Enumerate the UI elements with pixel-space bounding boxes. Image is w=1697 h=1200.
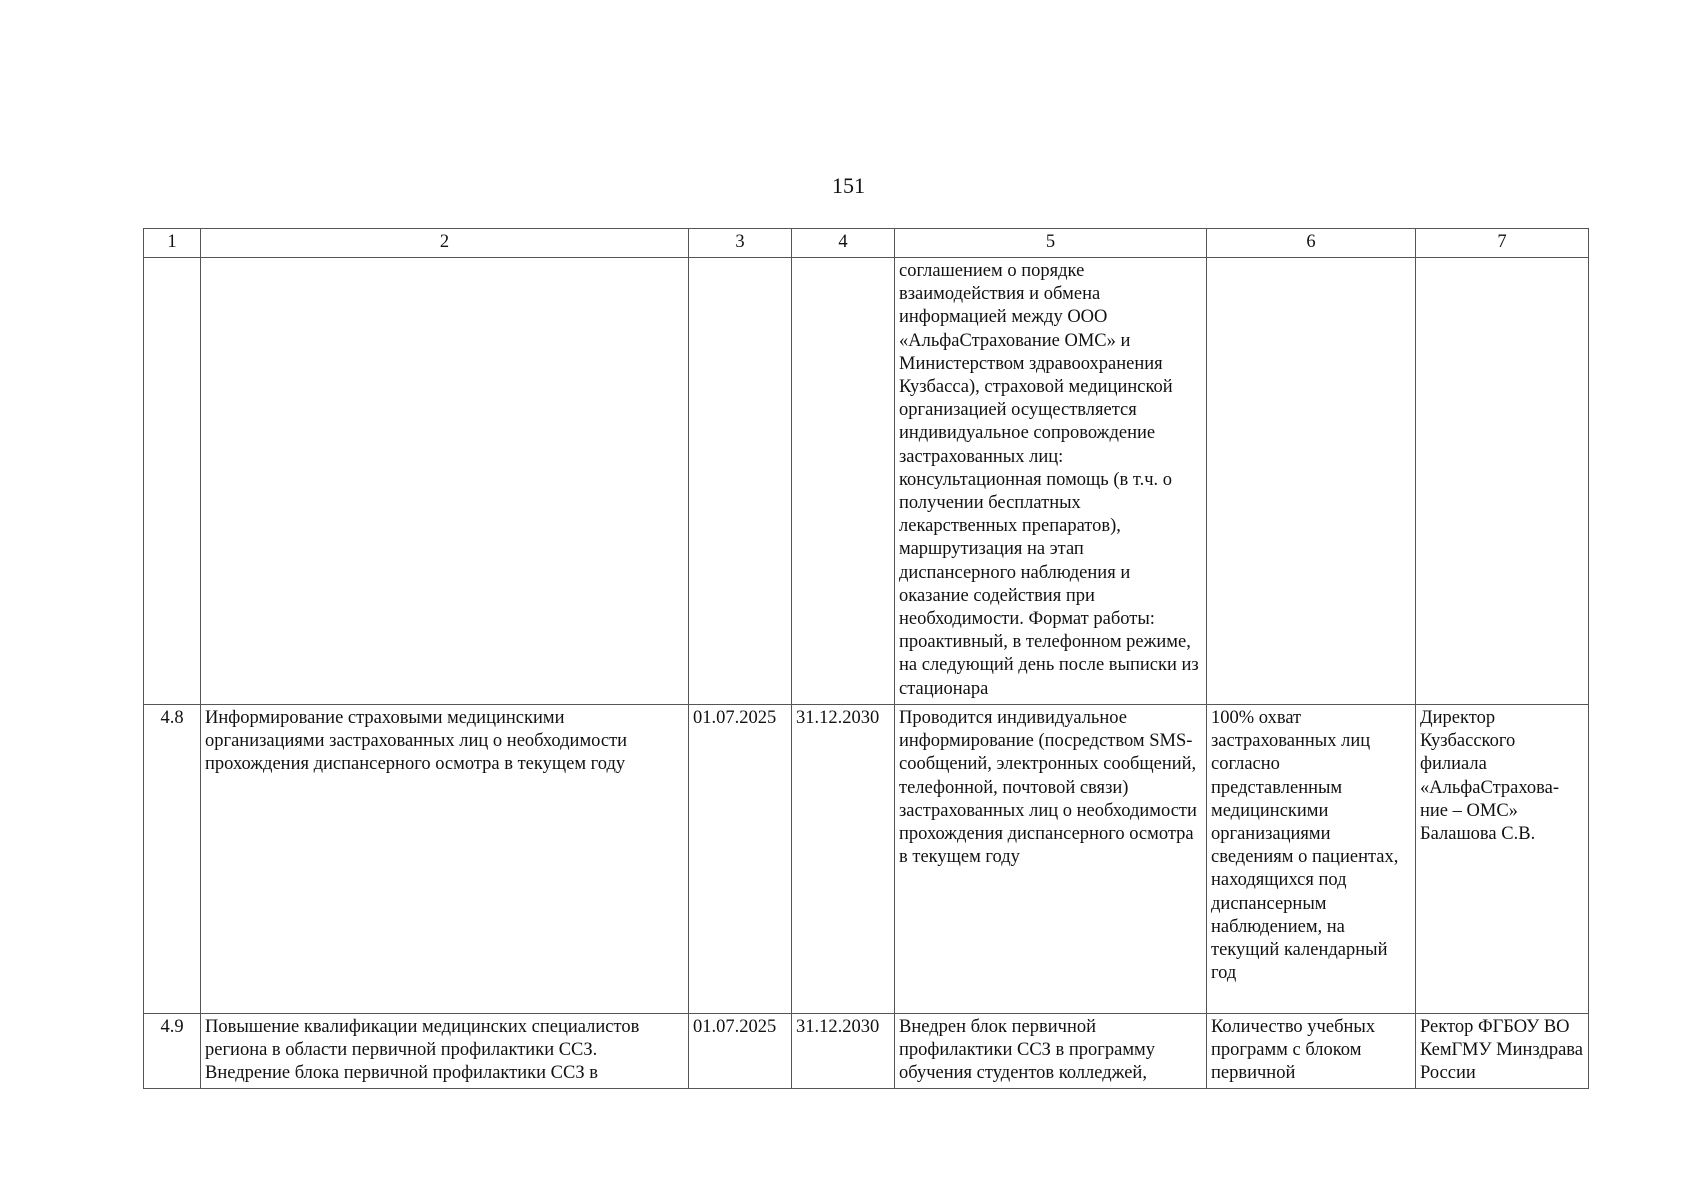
- column-header-1: 1: [144, 229, 201, 258]
- column-header-6: 6: [1207, 229, 1416, 258]
- column-header-3: 3: [689, 229, 792, 258]
- end-date-cell: 31.12.2030: [792, 1014, 895, 1089]
- start-date-cell: 01.07.2025: [689, 705, 792, 1014]
- table-row: [144, 258, 1589, 705]
- table-row: [144, 1014, 1589, 1089]
- page-number: 151: [832, 173, 865, 198]
- end-date-cell: [792, 258, 895, 705]
- column-header-2: 2: [201, 229, 689, 258]
- result-cell: соглашением о порядке взаимодействия и обмена информацией между ООО «АльфаСтрахование ОМС» и Министерством здравоохранения Кузбасса), страховой медицинской организацией осуществляется индивидуальное сопровождение застрахованных лиц: консультационная помощь (в т.ч. о получении бесплатных лекарственных препаратов), маршрутизация на этап диспансерного наблюдения и оказание содействия при необходимости. Формат работы: проактивный, в телефонном режиме, на следующий день после выписки из стационара: [895, 258, 1207, 705]
- result-cell: Проводится индивидуальное информирование (посредством SMS-сообщений, электронных сообщений, телефонной, почтовой связи) застрахованных лиц о необходимости прохождения диспансерного осмотра в текущем году: [895, 705, 1207, 1014]
- column-header-5: 5: [895, 229, 1207, 258]
- column-header-7: 7: [1416, 229, 1589, 258]
- responsible-cell: Ректор ФГБОУ ВО КемГМУ Минздрава России: [1416, 1014, 1589, 1089]
- start-date-cell: 01.07.2025: [689, 1014, 792, 1089]
- row-number-cell: [144, 258, 201, 705]
- column-header-4: 4: [792, 229, 895, 258]
- plan-table: [143, 228, 1589, 1089]
- start-date-cell: [689, 258, 792, 705]
- end-date-cell: 31.12.2030: [792, 705, 895, 1014]
- row-number-cell: 4.9: [144, 1014, 201, 1089]
- indicator-cell: 100% охват застрахованных лиц согласно представленным медицинскими организациями сведениям о пациентах, находящихся под диспансерным наблюдением, на текущий календарный год: [1207, 705, 1416, 1014]
- indicator-cell: [1207, 258, 1416, 705]
- indicator-cell: Количество учебных программ с блоком первичной: [1207, 1014, 1416, 1089]
- responsible-cell: Директор Кузбасского филиала «АльфаСтрахова-ние – ОМС» Балашова С.В.: [1416, 705, 1589, 1014]
- row-number-cell: 4.8: [144, 705, 201, 1014]
- table-row: [144, 705, 1589, 1014]
- event-cell: Информирование страховыми медицинскими организациями застрахованных лиц о необходимости прохождения диспансерного осмотра в текущем году: [201, 705, 689, 1014]
- result-cell: Внедрен блок первичной профилактики ССЗ в программу обучения студентов колледжей,: [895, 1014, 1207, 1089]
- table-header-row: [144, 229, 1589, 258]
- responsible-cell: [1416, 258, 1589, 705]
- event-cell: [201, 258, 689, 705]
- event-cell: Повышение квалификации медицинских специалистов региона в области первичной профилактики ССЗ. Внедрение блока первичной профилактики ССЗ в: [201, 1014, 689, 1089]
